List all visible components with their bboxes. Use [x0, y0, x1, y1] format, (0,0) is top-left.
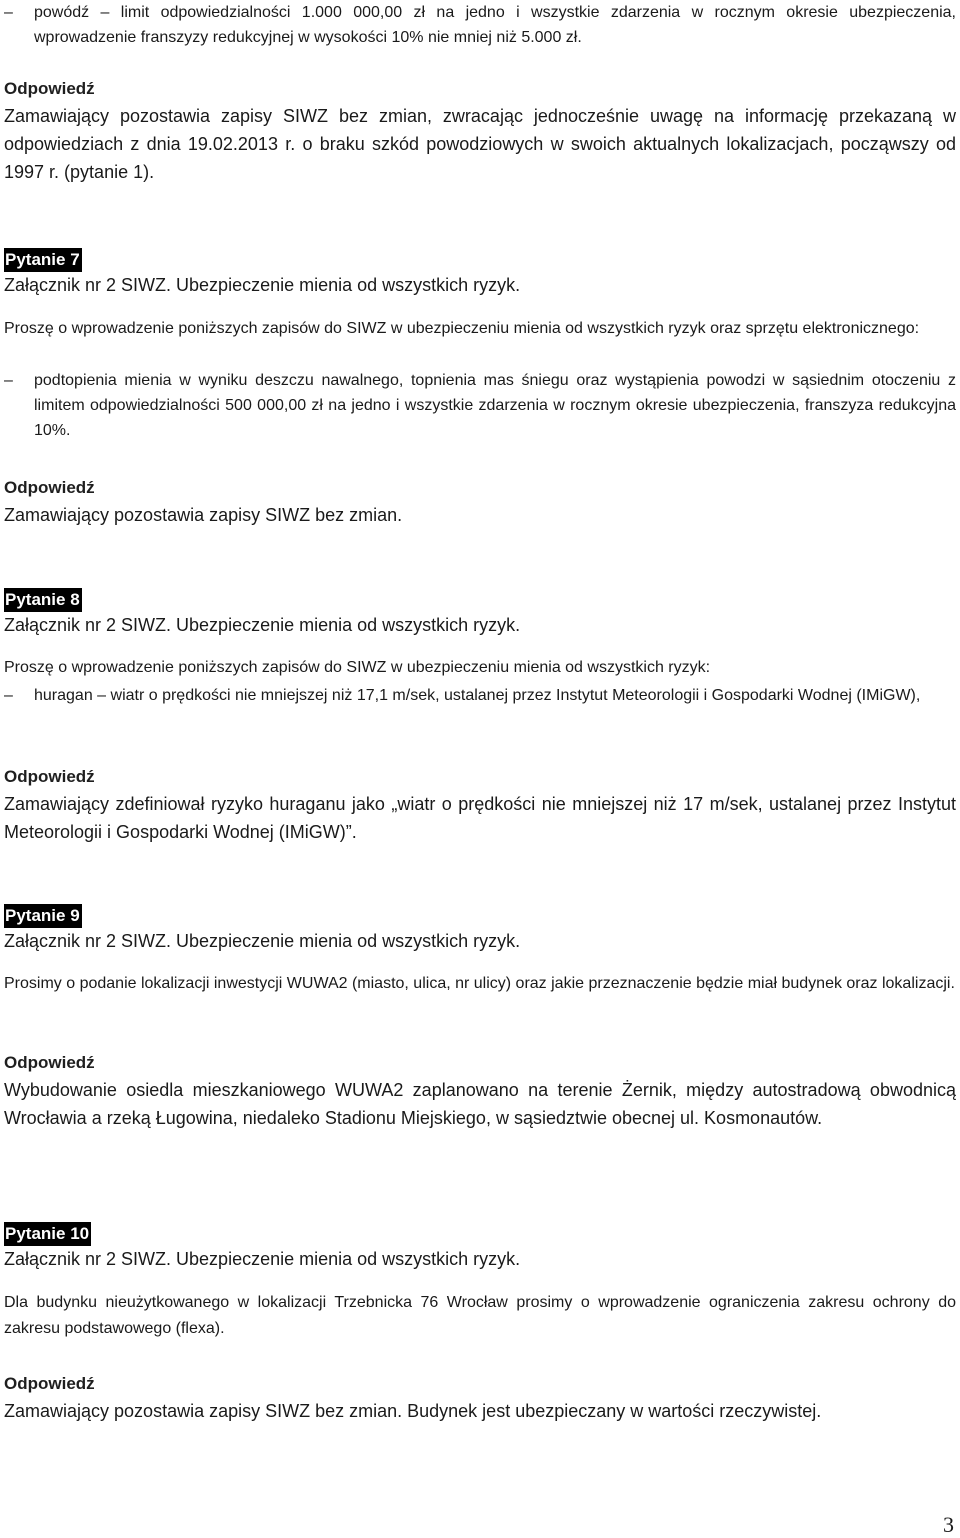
list-item-text: podtopienia mienia w wyniku deszczu nawalnego, topnienia mas śniegu oraz wystąpienia powodzi w sąsiednim otoczeniu z limitem odpowiedzialności 500 000,00 zł na jedno i wszystkie zdarzenia w rocznym okresie ubezpieczenia, franszyza redukcyjna 10%. — [34, 372, 956, 439]
request-text: Proszę o wprowadzenie poniższych zapisów do SIWZ w ubezpieczeniu mienia od wszystkich ryzyk: — [4, 659, 711, 676]
question-request — [4, 1290, 956, 1342]
question-label: Pytanie 9 — [4, 904, 82, 928]
list-item — [4, 368, 956, 443]
list-item — [4, 0, 956, 50]
question-request — [4, 655, 956, 681]
request-text: Prosimy o podanie lokalizacji inwestycji WUWA2 (miasto, ulica, nr ulicy) oraz jakie przeznaczenie będzie miał budynek oraz lokalizacji. — [4, 975, 955, 992]
answer-section — [4, 764, 956, 846]
answer-text: Zamawiający zdefiniował ryzyko huraganu jako „wiatr o prędkości nie mniejszej niż 17 m/sek, ustalanej przez Instytut Meteorologii i Gospodarki Wodnej (IMiGW)”. — [4, 794, 956, 842]
answer-section — [4, 1050, 956, 1132]
question-label: Pytanie 8 — [4, 588, 82, 612]
answer-label: Odpowiedź — [4, 1053, 95, 1072]
request-text: Proszę o wprowadzenie poniższych zapisów do SIWZ w ubezpieczeniu mienia od wszystkich ryzyk oraz sprzętu elektronicznego: — [4, 320, 920, 337]
attachment-reference: Załącznik nr 2 SIWZ. Ubezpieczenie mienia od wszystkich ryzyk. — [4, 1249, 521, 1269]
answer-text: Zamawiający pozostawia zapisy SIWZ bez zmian. Budynek jest ubezpieczany w wartości rzeczywistej. — [4, 1401, 822, 1421]
question-heading — [4, 904, 956, 954]
list-item-text: huragan – wiatr o prędkości nie mniejszej niż 17,1 m/sek, ustalanej przez Instytut Meteorologii i Gospodarki Wodnej (IMiGW), — [34, 687, 921, 704]
question-label: Pytanie 7 — [4, 248, 82, 272]
answer-label: Odpowiedź — [4, 478, 95, 497]
attachment-reference: Załącznik nr 2 SIWZ. Ubezpieczenie mienia od wszystkich ryzyk. — [4, 615, 521, 635]
page-number: 3 — [943, 1512, 954, 1537]
list-item-text: powódź – limit odpowiedzialności 1.000 000,00 zł na jedno i wszystkie zdarzenia w rocznym okresie ubezpieczenia, wprowadzenie franszyzy redukcyjnej w wysokości 10% nie mniej niż 5.000 zł. — [34, 4, 956, 46]
request-text: Dla budynku nieużytkowanego w lokalizacji Trzebnicka 76 Wrocław prosimy o wprowadzenie ograniczenia zakresu ochrony do zakresu podstawowego (flexa). — [4, 1294, 956, 1337]
question-request — [4, 316, 956, 342]
answer-text: Zamawiający pozostawia zapisy SIWZ bez zmian, zwracając jednocześnie uwagę na informację przekazaną w odpowiedziach z dnia 19.02.2013 r. o braku szkód powodziowych w swoich aktualnych lokalizacjach, począwszy od 1997 r. (pytanie 1). — [4, 106, 956, 182]
answer-label: Odpowiedź — [4, 1374, 95, 1393]
list-dash: – — [4, 687, 13, 704]
answer-section — [4, 1371, 956, 1425]
answer-section — [4, 475, 956, 529]
list-item — [4, 683, 956, 708]
attachment-reference: Załącznik nr 2 SIWZ. Ubezpieczenie mienia od wszystkich ryzyk. — [4, 275, 521, 295]
list-dash: – — [4, 4, 13, 21]
answer-text: Zamawiający pozostawia zapisy SIWZ bez zmian. — [4, 505, 403, 525]
answer-text: Wybudowanie osiedla mieszkaniowego WUWA2 zaplanowano na terenie Żernik, między autostradową obwodnicą Wrocławia a rzeką Ługowina, niedaleko Stadionu Miejskiego, w sąsiedztwie obecnej ul. Kosmonautów. — [4, 1080, 956, 1128]
answer-label: Odpowiedź — [4, 767, 95, 786]
question-label: Pytanie 10 — [4, 1222, 91, 1246]
question-request — [4, 971, 956, 997]
answer-section — [4, 76, 956, 186]
list-dash: – — [4, 372, 13, 389]
question-heading — [4, 1222, 956, 1272]
question-heading — [4, 248, 956, 298]
question-heading — [4, 588, 956, 638]
attachment-reference: Załącznik nr 2 SIWZ. Ubezpieczenie mienia od wszystkich ryzyk. — [4, 931, 521, 951]
answer-label: Odpowiedź — [4, 79, 95, 98]
